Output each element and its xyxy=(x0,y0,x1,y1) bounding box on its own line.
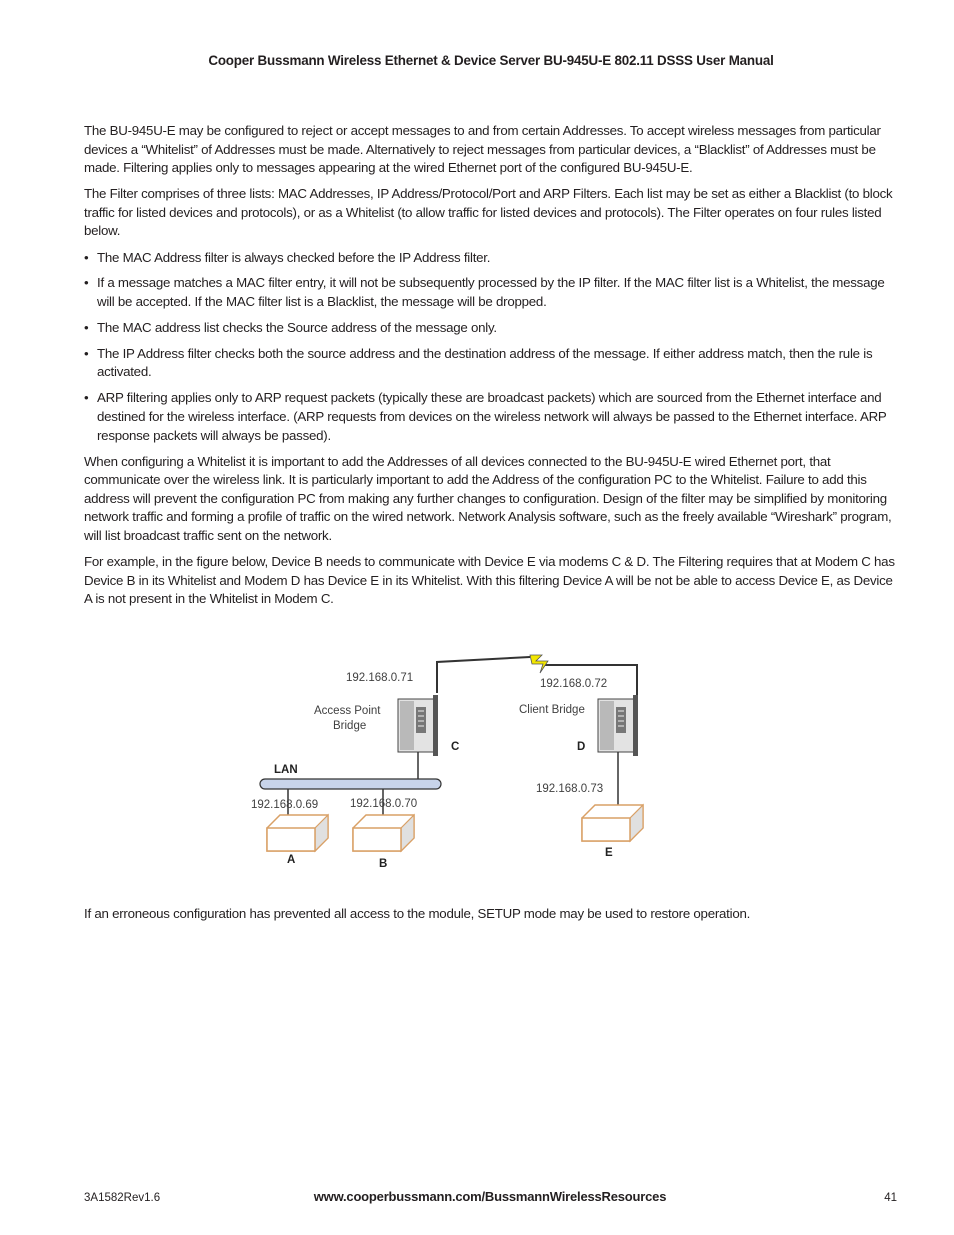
paragraph-example: For example, in the figure below, Device B needs to communicate with Device E via modems C & D. The Filtering requires that at Modem C has Device B in its Whitelist and Modem D has Device E in its Whitelist. With this filtering Device A will be not be able to access Device E, as Device A is not present in the Whitelist in Modem C. xyxy=(84,554,895,607)
document-id: 3A1582Rev1.6 xyxy=(84,1192,161,1204)
lightning-bolt-icon xyxy=(530,655,548,673)
letter-b: B xyxy=(379,858,388,870)
list-item: • If a message matches a MAC filter entry, it will not be subsequently processed by the IP filter. If the MAC filter list is a Whitelist, the message will be accepted. If the MAC filter list is a Blacklist, the message will be dropped. xyxy=(84,274,896,311)
modem-d-icon xyxy=(598,695,638,756)
ip-label-b: 192.168.0.70 xyxy=(350,798,418,810)
access-point-label: Access Point xyxy=(314,705,381,717)
list-item: • The IP Address filter checks both the source address and the destination address of the message. If either address match, then the rule is activated. xyxy=(84,345,896,382)
list-item: • The MAC address list checks the Source address of the message only. xyxy=(84,319,896,338)
footer-url[interactable]: www.cooperbussmann.com/BussmannWirelessResources xyxy=(313,1189,667,1204)
page-header: Cooper Bussmann Wireless Ethernet & Device Server BU-945U-E 802.11 DSSS User Manual xyxy=(208,53,774,68)
list-item: • The MAC Address filter is always checked before the IP Address filter. xyxy=(84,249,896,268)
lan-bar xyxy=(260,779,441,789)
device-a-icon xyxy=(267,815,328,851)
wireless-link-line xyxy=(437,657,530,693)
modem-c-icon xyxy=(398,695,438,756)
letter-a: A xyxy=(287,854,296,866)
network-diagram xyxy=(240,645,660,875)
page-number: 41 xyxy=(884,1192,897,1204)
letter-e: E xyxy=(605,847,613,859)
letter-d: D xyxy=(577,741,586,753)
paragraph-setup-mode: If an erroneous configuration has prevented all access to the module, SETUP mode may be used to restore operation. xyxy=(84,906,751,921)
body-text xyxy=(84,122,896,616)
ip-label-d: 192.168.0.72 xyxy=(540,678,608,690)
client-bridge-label: Client Bridge xyxy=(519,704,585,716)
device-b-icon xyxy=(353,815,414,851)
letter-c: C xyxy=(451,741,460,753)
ip-label-a: 192.168.0.69 xyxy=(251,799,319,811)
lan-label: LAN xyxy=(274,764,298,776)
filter-rules-list xyxy=(84,249,896,446)
device-e-icon xyxy=(582,805,643,841)
paragraph-filter-lists: The Filter comprises of three lists: MAC Addresses, IP Address/Protocol/Port and ARP Filters. Each list may be set as either a Blacklist (to block traffic for listed devices and protocols), or as a Whitelist (to allow traffic for listed devices and protocols). The Filter operates on four rules listed below. xyxy=(84,186,893,239)
ip-label-e: 192.168.0.73 xyxy=(536,783,604,795)
paragraph-intro: The BU-945U-E may be configured to reject or accept messages to and from certain Addresses. To accept wireless messages from particular devices a “Whitelist” of Addresses must be made. Alternatively to reject messages from particular devices, a “Blacklist” of Addresses must be made. Filtering applies only to messages appearing at the wired Ethernet port of the configured BU-945U-E. xyxy=(84,123,881,176)
list-item: • ARP filtering applies only to ARP request packets (typically these are broadcast packets) which are sourced from the Ethernet interface and destined for the wireless interface. (ARP requests from devices on the wireless network will always be passed to the Ethernet interface. ARP response packets will always be passed). xyxy=(84,389,896,445)
access-point-label-line2: Bridge xyxy=(333,720,367,732)
paragraph-whitelist-advice: When configuring a Whitelist it is important to add the Addresses of all devices connected to the BU-945U-E wired Ethernet port, that communicate over the wireless link. It is particularly important to add the Address of the configuration PC to the Whitelist. Failure to add this address will prevent the configuration PC from making any further changes to configuration. Design of the filter may be simplified by monitoring network traffic and forming a profile of traffic on the wired network. Network Analysis software, such as the freely available “Wireshark” program, will list broadcast traffic sent on the network. xyxy=(84,453,892,543)
ip-label-c: 192.168.0.71 xyxy=(346,672,414,684)
